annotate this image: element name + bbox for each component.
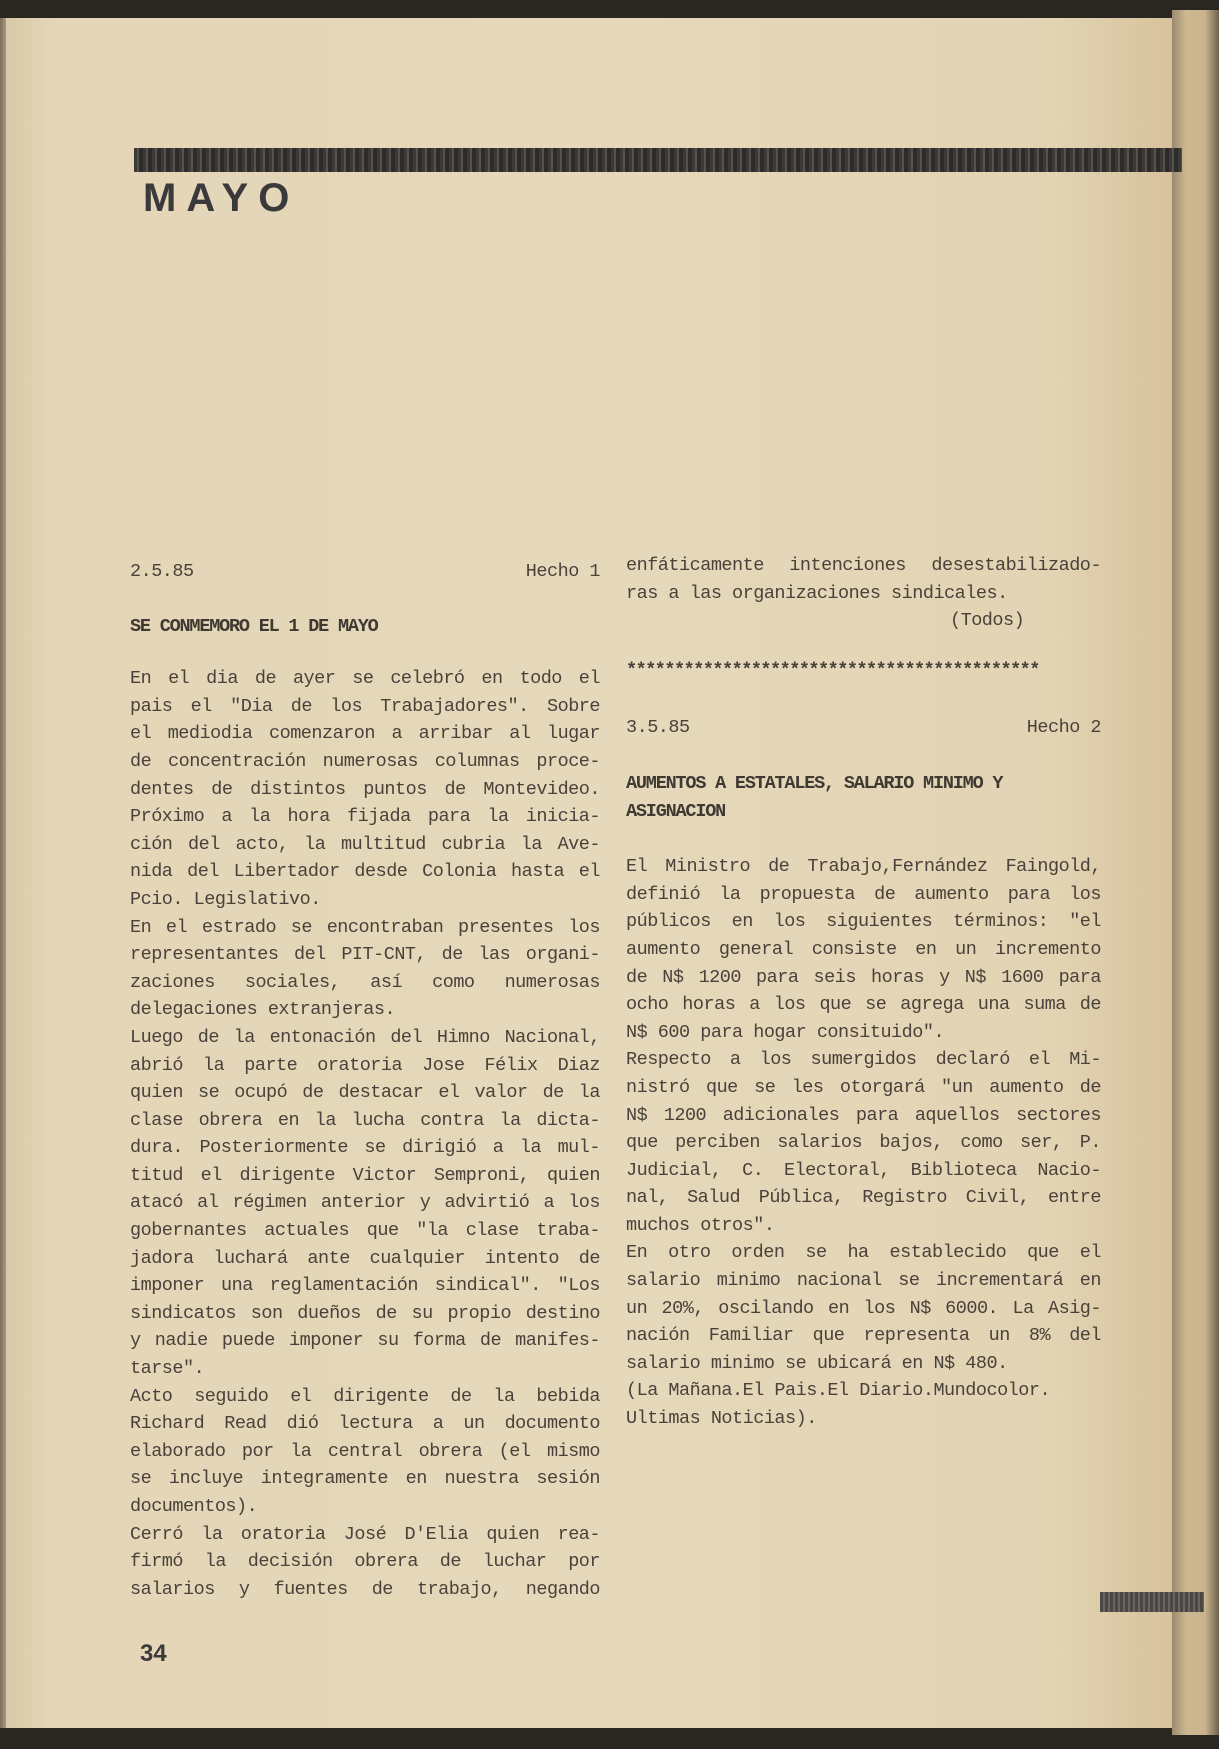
text-line: un 20%, oscilando en los N$ 6000. La Asig- — [626, 1297, 1101, 1319]
text-line: nación Familiar que representa un 8% del — [626, 1325, 1101, 1347]
text-line: documentos). — [130, 1496, 258, 1517]
text-line: dentes de distintos puntos de Montevideo. — [130, 778, 600, 800]
text-line: gobernantes actuales que "la clase traba- — [130, 1220, 600, 1242]
text-line: tarse". — [130, 1358, 205, 1380]
section-banner — [134, 148, 1182, 172]
text-line: sindicatos son dueños de su propio destino — [130, 1302, 600, 1324]
text-line: enfáticamente intenciones desestabilizado- — [626, 555, 1101, 576]
source-line: Ultimas Noticias). — [626, 1408, 817, 1430]
section-title: MAYO — [143, 176, 300, 220]
text-line: y nadie puede imponer su forma de manifes- — [130, 1330, 600, 1352]
page-number: 34 — [140, 1640, 167, 1667]
text-line: pais el "Dia de los Trabajadores". Sobre — [130, 695, 600, 717]
entry-date: 3.5.85 — [626, 717, 690, 739]
text-line: ras a las organizaciones sindicales. — [626, 582, 1008, 604]
entry-title: SE CONMEMORO EL 1 DE MAYO — [130, 615, 378, 637]
text-line: muchos otros". — [626, 1214, 775, 1236]
text-line: Judicial, C. Electoral, Biblioteca Nacio- — [626, 1159, 1101, 1181]
text-line: zaciones sociales, así como numerosas — [130, 971, 600, 993]
text-line: delegaciones extranjeras. — [130, 999, 396, 1021]
text-line: de N$ 1200 para seis horas y N$ 1600 para — [626, 966, 1101, 988]
page-binding-edge — [1172, 10, 1219, 1735]
text-line: elaborado por la central obrera (el mismo — [130, 1440, 600, 1462]
text-line: atacó al régimen anterior y advirtió a los — [130, 1192, 600, 1214]
text-line: el mediodia comenzaron a arribar al lugar — [130, 723, 600, 745]
text-line: Pcio. Legislativo. — [130, 888, 321, 910]
text-line: nistró que se les otorgará "un aumento de — [626, 1076, 1101, 1098]
text-line: nal, Salud Pública, Registro Civil, entre — [626, 1187, 1101, 1209]
text-line: Richard Read dió lectura a un documento — [130, 1413, 600, 1435]
left-column — [130, 558, 600, 1603]
text-line: representantes del PIT-CNT, de las organi- — [130, 944, 600, 966]
sources — [626, 1377, 1101, 1432]
text-line: En otro orden se ha establecido que el — [626, 1242, 1101, 1264]
text-line: ción del acto, la multitud cubria la Ave- — [130, 833, 600, 855]
right-column — [626, 552, 1101, 1433]
entry-body — [626, 853, 1101, 1377]
text-line: salarios y fuentes de trabajo, negando — [130, 1578, 600, 1600]
entry-date: 2.5.85 — [130, 561, 194, 582]
text-line: ocho horas a los que se agrega una suma de — [626, 994, 1101, 1016]
text-line: dura. Posteriormente se dirigió a la mul- — [130, 1137, 600, 1159]
text-line: salario minimo se ubicará en N$ 480. — [626, 1352, 1008, 1374]
text-line: imponer una reglamentación sindical". "Los — [130, 1275, 600, 1297]
separator-stars: ******************************************* — [626, 659, 1039, 681]
entry-header — [626, 714, 1101, 742]
entry-title-line: AUMENTOS A ESTATALES, SALARIO MINIMO Y — [626, 772, 1003, 794]
text-line: abrió la parte oratoria Jose Félix Diaz — [130, 1054, 600, 1076]
entry-header — [130, 558, 600, 586]
continued-text — [626, 552, 1101, 607]
edge-tab-mark — [1100, 1592, 1204, 1612]
entry-title — [626, 770, 1101, 825]
text-line: nida del Libertador desde Colonia hasta el — [130, 861, 600, 883]
entry-number: Hecho 1 — [525, 561, 600, 582]
text-line: clase obrera en la lucha contra la dicta- — [130, 1109, 600, 1131]
source-line: (La Mañana.El Pais.El Diario.Mundocolor. — [626, 1380, 1051, 1402]
text-line: Luego de la entonación del Himno Nacional, — [130, 1026, 600, 1048]
text-line: definió la propuesta de aumento para los — [626, 883, 1101, 905]
text-line: se incluye integramente en nuestra sesión — [130, 1468, 600, 1490]
text-line: quien se ocupó de destacar el valor de la — [130, 1082, 600, 1104]
text-line: firmó la decisión obrera de luchar por — [130, 1551, 600, 1573]
entry-number: Hecho 2 — [1026, 717, 1101, 739]
text-line: En el estrado se encontraban presentes los — [130, 916, 600, 938]
text-line: que perciben salarios bajos, como ser, P. — [626, 1132, 1101, 1154]
text-line: Acto seguido el dirigente de la bebida — [130, 1385, 600, 1407]
text-line: Respecto a los sumergidos declaró el Mi- — [626, 1049, 1101, 1071]
text-line: jadora luchará ante cualquier intento de — [130, 1247, 600, 1269]
entry-body — [130, 665, 600, 1603]
text-line: Próximo a la hora fijada para la inicia- — [130, 806, 600, 828]
text-line: aumento general consiste en un incremento — [626, 938, 1101, 960]
text-line: titud el dirigente Victor Semproni, quien — [130, 1164, 600, 1186]
text-line: salario minimo nacional se incrementará en — [626, 1270, 1101, 1292]
text-line: El Ministro de Trabajo,Fernández Faingold, — [626, 856, 1101, 878]
text-line: Cerró la oratoria José D'Elia quien rea- — [130, 1523, 600, 1545]
text-line: públicos en los siguientes términos: "el — [626, 911, 1101, 933]
source-note: (Todos) — [950, 610, 1025, 632]
text-line: En el dia de ayer se celebró en todo el — [130, 668, 600, 690]
text-line: N$ 1200 adicionales para aquellos sectores — [626, 1104, 1101, 1126]
text-line: de concentración numerosas columnas proce- — [130, 750, 600, 772]
text-line: N$ 600 para hogar consituido". — [626, 1021, 945, 1043]
entry-title-line: ASIGNACION — [626, 800, 726, 822]
